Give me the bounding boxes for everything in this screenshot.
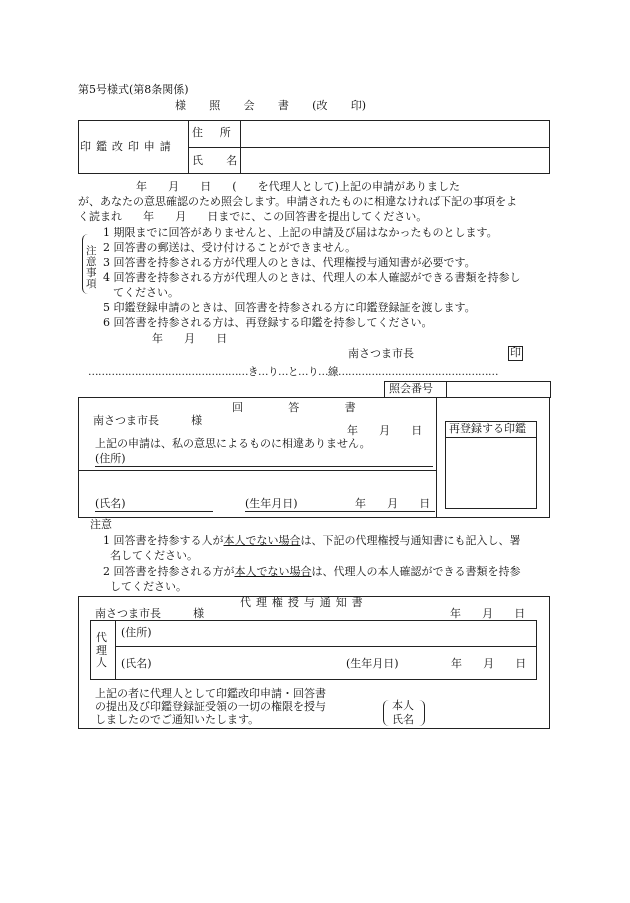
note-3: 3 回答書を持参される方が代理人のときは、代理権授与通知書が必要です。 [103,256,476,269]
application-type-label: 印鑑改印申請 [80,140,176,153]
name-label: 氏 名 [192,154,238,167]
intro-line-3: く読まれ 年 月 日までに、この回答書を提出してください。 [78,210,428,223]
answer-recipient: 南さつま市長 様 [93,414,203,427]
proxy-date: 年 月 日 [450,607,526,620]
agent-label: 代理人 [96,631,107,670]
answer-statement: 上記の申請は、私の意思によるものに相違ありません。 [95,437,371,450]
cut-line: …………………………………………き…り…と…り…線………………………………………… [88,366,498,378]
answer-address-label: (住所) [95,452,126,465]
page-title: 様 照 会 書 (改 印) [175,99,367,112]
name-field[interactable] [240,148,549,173]
proxy-recipient: 南さつま市長 様 [95,607,205,620]
agent-birth-label: (生年月日) [346,657,399,670]
notes-label: 注意事項 [86,245,97,291]
attention-item-1: 1 回答書を持参する人が本人でない場合は、下記の代理権授与通知書にも記入し、署 [103,534,521,547]
address-field[interactable] [240,121,549,147]
address-label: 住 所 [192,126,231,139]
inquiry-number-field[interactable] [447,382,550,397]
answer-birth-label: (生年月日) [245,497,298,510]
note-1: 1 期限までに回答がありませんと、上記の申請及び届はなかったものとします。 [103,226,498,239]
seal-mark: 印 [510,346,521,359]
attention-label: 注意 [90,518,112,531]
answer-birth-date: 年 月 日 [355,497,431,510]
agent-address-label: (住所) [121,626,152,639]
note-6: 6 回答書を持参される方は、再登録する印鑑を持参してください。 [103,316,433,329]
issue-date: 年 月 日 [152,332,228,345]
agent-birth-date: 年 月 日 [451,657,527,670]
note-4-cont: てください。 [113,286,179,299]
intro-line-1: 年 月 日 ( を代理人として)上記の申請がありました [136,180,460,193]
proxy-text-1: 上記の者に代理人として印鑑改印申請・回答書 [95,687,326,700]
note-2: 2 回答書の郵送は、受け付けることができません。 [103,241,357,254]
agent-name-label: (氏名) [121,657,152,670]
attention-item-2-cont: してください。 [110,580,187,593]
inquiry-number-label: 照会番号 [389,382,433,395]
agent-table [90,620,537,680]
attention-item-1-cont: 名してください。 [110,549,198,562]
answer-name-label: (氏名) [95,497,126,510]
note-5: 5 印鑑登録申請のときは、回答書を持参される方に印鑑登録証を渡します。 [103,301,476,314]
principal-label-1: 本人 [392,699,414,712]
principal-label-2: 氏名 [392,713,414,726]
mayor-name: 南さつま市長 [348,347,414,360]
answer-title: 回 答 書 [232,401,356,414]
answer-date: 年 月 日 [347,424,423,437]
re-register-seal-label: 再登録する印鑑 [449,422,526,435]
intro-line-2: が、あなたの意思確認のため照会します。申請されたものに相違なければ下記の事項をよ [78,195,518,208]
note-4: 4 回答書を持参される方が代理人のときは、代理人の本人確認ができる書類を持参し [103,271,521,284]
proxy-text-2: の提出及び印鑑登録証受領の一切の権限を授与 [95,700,326,713]
proxy-text-3: しましたのでご通知いたします。 [95,713,260,726]
attention-item-2: 2 回答書を持参される方が本人でない場合は、代理人の本人確認ができる書類を持参 [103,565,521,578]
form-number: 第5号様式(第8条関係) [78,83,189,96]
proxy-title: 代理権授与通知書 [240,596,368,609]
